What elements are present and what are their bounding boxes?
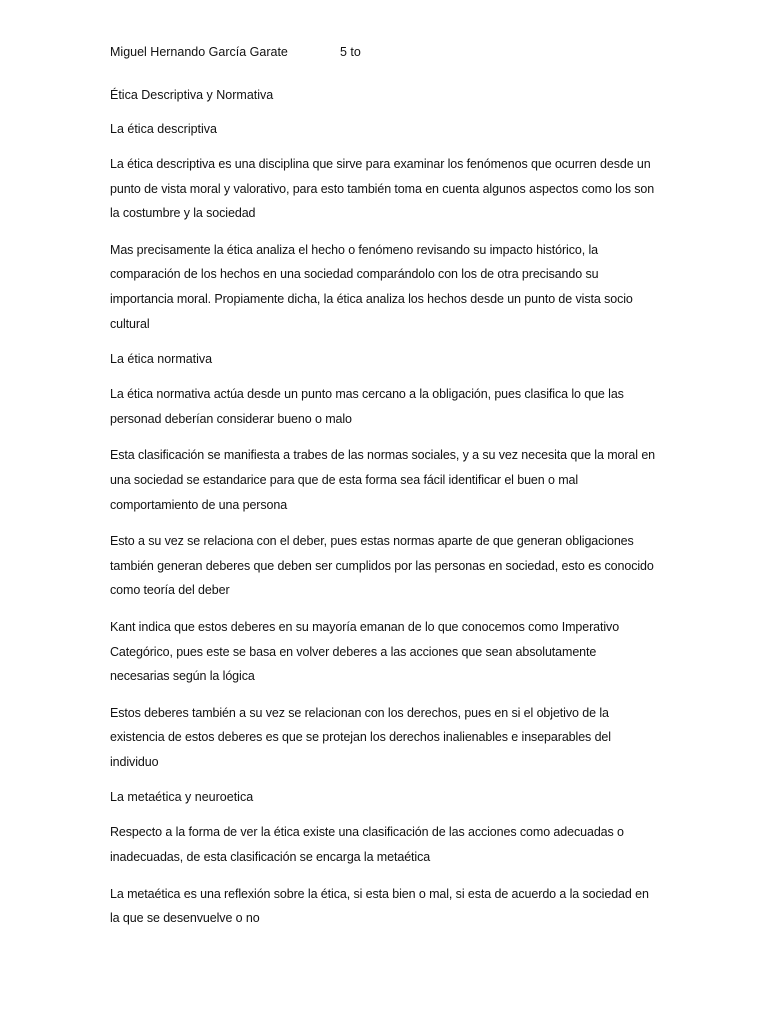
paragraph: Kant indica que estos deberes en su mayoría emanan de lo que conocemos como Imperativo Categórico, pues este se basa en volver deberes a las acciones que sean absolutamente necesarias según la lógica <box>110 619 620 684</box>
section-heading-descriptiva: La ética descriptiva <box>110 122 218 136</box>
paragraph: Mas precisamente la ética analiza el hecho o fenómeno revisando su impacto histórico, la comparación de los hechos en una sociedad comparándolo con los de otra precisando su importancia moral. Propiamente dicha, la ética analiza los hechos desde un punto de vista socio cultural <box>110 242 633 331</box>
section-heading-normativa: La ética normativa <box>110 352 213 367</box>
paragraph: La metaética es una reflexión sobre la ética, si esta bien o mal, si esta de acuerdo a la sociedad en la que se desenvuelve o no <box>110 886 649 926</box>
paragraph: La ética descriptiva es una disciplina que sirve para examinar los fenómenos que ocurren desde un punto de vista moral y valorativo, para esto también toma en cuenta algunos aspectos como los son la costumbre y la sociedad <box>110 157 655 221</box>
document-title: Ética Descriptiva y Normativa <box>110 88 274 102</box>
grade-label: 5 to <box>340 45 361 59</box>
author-name: Miguel Hernando García Garate <box>110 45 288 59</box>
paragraph: Respecto a la forma de ver la ética existe una clasificación de las acciones como adecuadas o inadecuadas, de esta clasificación se encarga la metaética <box>110 825 624 865</box>
document-header <box>110 42 670 62</box>
paragraph: Esto a su vez se relaciona con el deber, pues estas normas aparte de que generan obligaciones también generan deberes que deben ser cumplidos por las personas en sociedad, esto es conocido como teoría del deber <box>110 534 654 598</box>
paragraph: Esta clasificación se manifiesta a trabes de las normas sociales, y a su vez necesita que la moral en una sociedad se estandarice para que de esta forma sea fácil identificar el buen o mal comportamiento de una persona <box>110 448 656 512</box>
paragraph: La ética normativa actúa desde un punto mas cercano a la obligación, pues clasifica lo que las personad deberían considerar bueno o malo <box>110 387 624 426</box>
document-body <box>110 84 658 931</box>
section-heading-metaetica: La metaética y neuroetica <box>110 790 254 805</box>
paragraph: Estos deberes también a su vez se relacionan con los derechos, pues en si el objetivo de la existencia de estos deberes es que se protejan los derechos inalienables e inseparables del individuo <box>110 705 611 769</box>
